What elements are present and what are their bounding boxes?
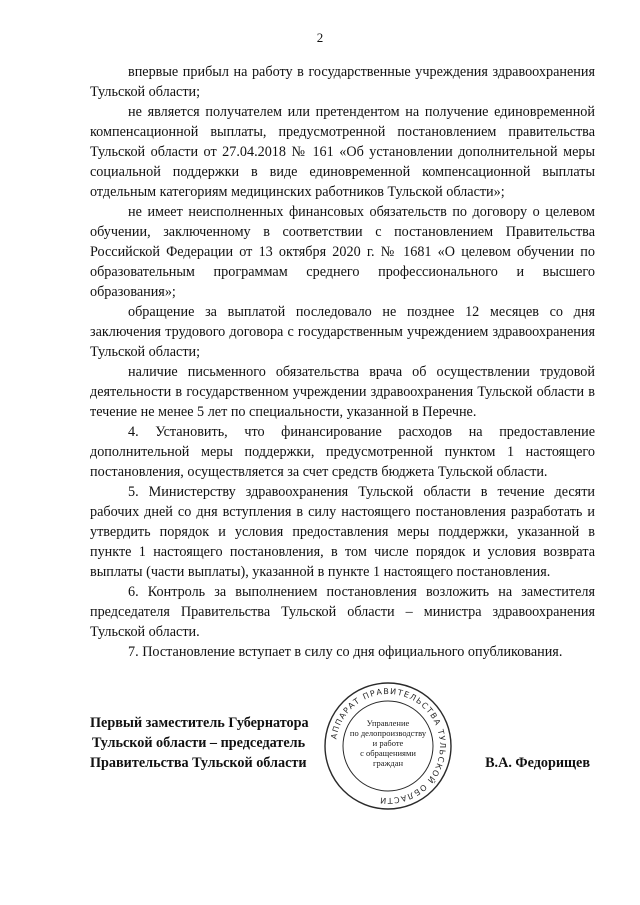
paragraph: 4. Установить, что финансирование расходов на предоставление дополнительной меры поддержки, предусмотренной пунктом 1 настоящего постановления, осуществляется за счет средств бюджета Тульской области. — [90, 424, 595, 480]
signatory-title — [90, 713, 309, 773]
paragraph: не является получателем или претендентом на получение единовременной компенсационной выплаты, предусмотренной постановлением правительства Тульской области от 27.04.2018 № 161 «Об установлении дополнительной меры социальной поддержки в виде единовременной компенсационной выплаты отдельным категориям медицинских работников Тульской области»; — [90, 104, 595, 200]
paragraph: не имеет неисполненных финансовых обязательств по договору о целевом обучении, заключенному в соответствии с постановлением Правительства Российской Федерации от 13 октября 2020 г. № 1681 «О целевом обучении по образовательным программам среднего профессионального и высшего образования»; — [90, 204, 595, 300]
signatory-title-line: Первый заместитель Губернатора — [90, 715, 309, 731]
signatory-title-line: Тульской области – председатель — [92, 735, 306, 751]
page-number: 2 — [316, 30, 324, 45]
seal-line: и работе — [372, 738, 404, 748]
seal-line: Управление — [366, 718, 410, 728]
seal-line: граждан — [372, 758, 404, 768]
paragraph: обращение за выплатой последовало не позднее 12 месяцев со дня заключения трудового договора с государственным учреждением здравоохранения Тульской области; — [90, 304, 595, 360]
paragraph: впервые прибыл на работу в государственные учреждения здравоохранения Тульской области; — [90, 64, 595, 100]
document-body — [90, 62, 595, 662]
signatory-name: В.А. Федорищев — [485, 755, 590, 771]
paragraph: наличие письменного обязательства врача об осуществлении трудовой деятельности в государственном учреждении здравоохранения Тульской области в течение не менее 5 лет по специальности, указанной в Перечне. — [90, 364, 595, 420]
signature-block — [90, 713, 595, 783]
signatory-title-line: Правительства Тульской области — [90, 755, 307, 771]
paragraph: 7. Постановление вступает в силу со дня официального опубликования. — [128, 644, 563, 660]
seal-line: по делопроизводству — [349, 728, 427, 738]
paragraph: 6. Контроль за выполнением постановления возложить на заместителя председателя Правительства Тульской области – министра здравоохранения Тульской области. — [90, 584, 595, 640]
paragraph: 5. Министерству здравоохранения Тульской области в течение десяти рабочих дней со дня вступления в силу настоящего постановления разработать и утвердить порядок и условия предоставления меры поддержки, указанной в пункте 1 настоящего постановления, в том числе порядок и условия возврата выплаты (части выплаты), указанной в пункте 1 настоящего постановления. — [90, 484, 595, 580]
seal-line: с обращениями — [360, 748, 416, 758]
seal-ring-text: АППАРАТ ПРАВИТЕЛЬСТВА ТУЛЬСКОЙ ОБЛАСТИ — [329, 686, 448, 806]
